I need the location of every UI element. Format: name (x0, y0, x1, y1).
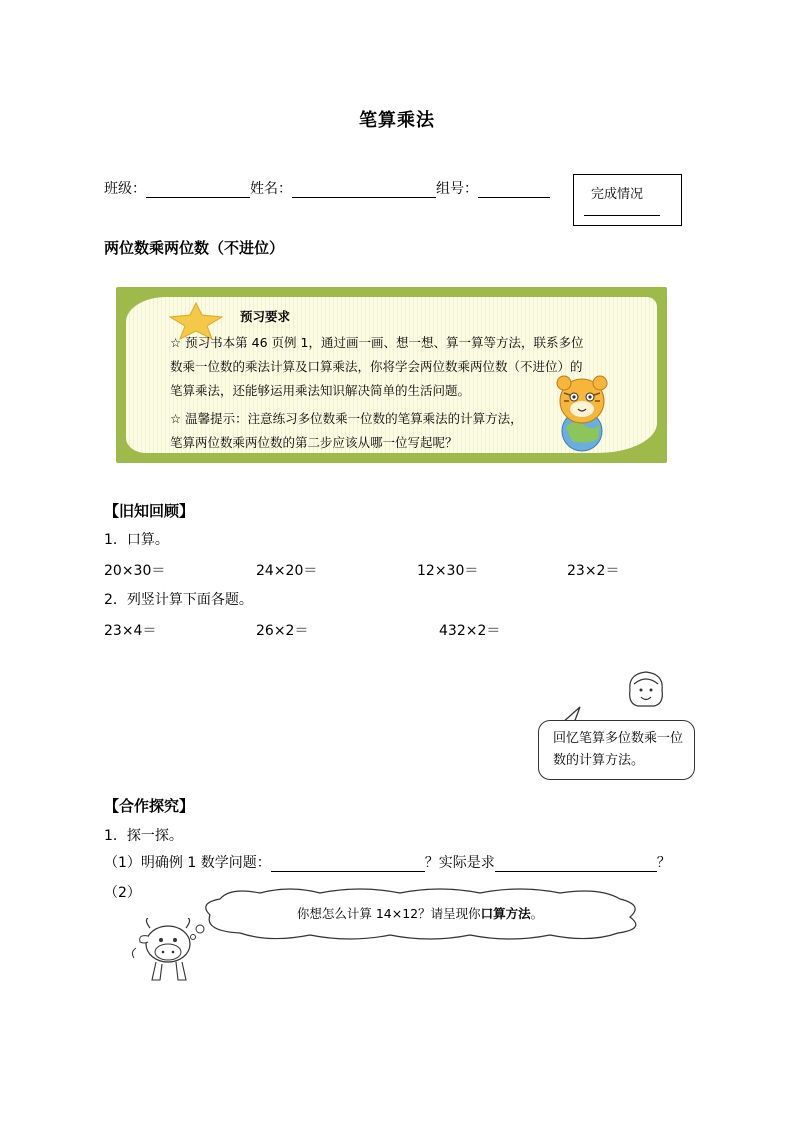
explore-sub1 (104, 852, 671, 872)
completion-label: 完成情况 (591, 187, 644, 202)
oral-item-4: 23×2＝ (567, 563, 620, 579)
group-label: 组号： (436, 181, 478, 197)
cloud-text-a: 你想怎么计算 14×12？请呈现你 (296, 906, 481, 921)
explore-sub1-prefix: （1）明确例 1 数学问题： (104, 855, 271, 871)
vertical-item-3: 432×2＝ (439, 623, 501, 639)
preview-line-2: 数乘一位数的乘法计算及口算乘法，你将学会两位数乘两位数（不进位）的 (170, 359, 583, 374)
student-info-row (104, 178, 550, 198)
tip-bubble (538, 720, 695, 780)
vertical-item-1: 23×4＝ (104, 623, 157, 639)
review-q2: 2．列竖计算下面各题。 (104, 592, 253, 608)
cloud-text-bold: 口算方法 (480, 906, 531, 921)
cloud-text (200, 904, 640, 922)
completion-box (573, 174, 682, 226)
preview-panel (116, 287, 667, 463)
page-title: 笔算乘法 (359, 110, 435, 131)
tip-bubble-text: 回忆笔算多位数乘一位数的计算方法。 (553, 731, 684, 768)
review-heading: 【旧知回顾】 (104, 502, 195, 520)
oral-item-2: 24×20＝ (256, 563, 318, 579)
explore-sub2: （2） (104, 885, 141, 901)
class-field[interactable] (146, 181, 250, 198)
preview-line-3: 笔算乘法，还能够运用乘法知识解决简单的生活问题。 (170, 383, 471, 398)
tiger-on-globe-icon (540, 375, 624, 453)
preview-line-5: 笔算两位数乘两位数的第二步应该从哪一位写起呢？ (170, 435, 458, 450)
actual-question-field[interactable] (495, 855, 657, 872)
cloud-text-c: 。 (530, 906, 544, 921)
class-label: 班级： (104, 181, 146, 197)
explore-sub1-mid: ？实际是求 (424, 855, 495, 871)
name-label: 姓名： (250, 181, 292, 197)
review-q1: 1．口算。 (104, 532, 169, 548)
explore-heading: 【合作探究】 (104, 797, 195, 815)
vertical-item-2: 26×2＝ (256, 623, 309, 639)
completion-field[interactable] (584, 215, 660, 216)
cow-icon (128, 918, 200, 984)
math-question-field[interactable] (271, 855, 425, 872)
section-heading: 两位数乘两位数（不进位） (104, 239, 285, 257)
preview-line-1: ☆ 预习书本第 46 页例 1，通过画一画、想一想、算一算等方法，联系多位 (170, 335, 584, 350)
name-field[interactable] (292, 181, 436, 198)
group-field[interactable] (478, 181, 550, 198)
preview-heading: 预习要求 (240, 309, 291, 324)
thought-cloud (200, 893, 640, 931)
girl-face-icon (624, 668, 668, 712)
preview-line-4: ☆ 温馨提示：注意练习多位数乘一位数的笔算乘法的计算方法， (170, 411, 523, 426)
explore-sub1-end: ？ (656, 855, 671, 871)
oral-item-3: 12×30＝ (417, 563, 479, 579)
explore-q1: 1．探一探。 (104, 828, 183, 844)
oral-item-1: 20×30＝ (104, 563, 166, 579)
